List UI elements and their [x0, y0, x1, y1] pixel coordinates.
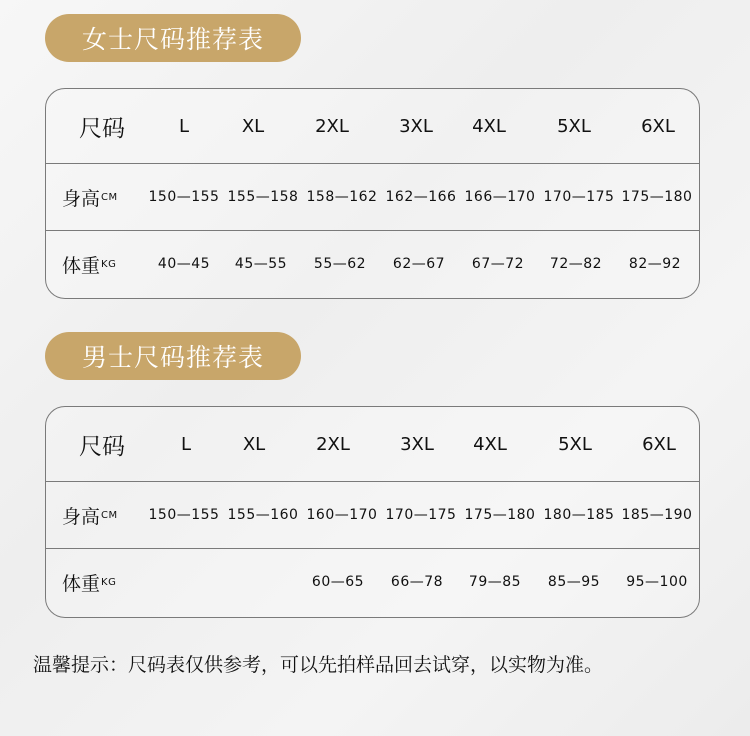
height-cell: 170—175 [385, 507, 457, 523]
height-cell: 170—175 [543, 189, 615, 205]
size-cell: 5XL [558, 433, 592, 455]
women-height-row [46, 163, 699, 230]
men-weight-row [46, 548, 699, 615]
women-weight-row [46, 230, 699, 297]
height-cell: 162—166 [385, 189, 457, 205]
height-cell: 155—158 [227, 189, 299, 205]
height-cell: 160—170 [306, 507, 378, 523]
size-cell: 2XL [315, 115, 349, 137]
height-label-text: 身高 [62, 187, 101, 210]
height-cell: 175—180 [621, 189, 693, 205]
size-cell: 6XL [642, 433, 676, 455]
men-chart-title: 男士尺码推荐表 [45, 332, 301, 380]
size-cell: 3XL [400, 433, 434, 455]
height-cell: 185—190 [621, 507, 693, 523]
weight-cell: 55—62 [313, 256, 367, 272]
weight-cell: 79—85 [468, 574, 522, 590]
size-cell: XL [241, 115, 265, 137]
height-cell: 175—180 [464, 507, 536, 523]
size-header-label: 尺码 [79, 115, 125, 142]
weight-cell: 45—55 [234, 256, 288, 272]
size-header-label: 尺码 [79, 433, 125, 460]
weight-cell: 95—100 [626, 574, 688, 590]
men-height-row [46, 481, 699, 548]
weight-cell: 85—95 [547, 574, 601, 590]
height-cell: 180—185 [543, 507, 615, 523]
height-unit: CM [101, 191, 118, 203]
reminder-note: 温馨提示：尺码表仅供参考，可以先拍样品回去试穿，以实物为准。 [33, 654, 604, 676]
weight-cell: 62—67 [392, 256, 446, 272]
weight-cell: 60—65 [311, 574, 365, 590]
weight-label [62, 231, 116, 297]
size-cell: L [180, 433, 192, 455]
size-cell: 2XL [316, 433, 350, 455]
size-cell: 5XL [557, 115, 591, 137]
men-size-table [45, 406, 700, 618]
weight-cell: 67—72 [471, 256, 525, 272]
women-chart-title: 女士尺码推荐表 [45, 14, 301, 62]
weight-cell: 66—78 [390, 574, 444, 590]
weight-unit: KG [101, 258, 117, 270]
women-size-table [45, 88, 700, 299]
height-cell: 150—155 [148, 507, 220, 523]
size-cell: 4XL [473, 433, 507, 455]
size-cell: L [178, 115, 190, 137]
height-cell: 158—162 [306, 189, 378, 205]
men-size-row [46, 407, 699, 481]
size-cell: 3XL [399, 115, 433, 137]
height-cell: 166—170 [464, 189, 536, 205]
weight-cell: 82—92 [628, 256, 682, 272]
height-label [62, 482, 118, 548]
height-cell: 150—155 [148, 189, 220, 205]
height-unit: CM [101, 509, 118, 521]
size-cell: XL [242, 433, 266, 455]
weight-label [62, 549, 116, 615]
height-label [62, 164, 118, 230]
women-size-row [46, 89, 699, 163]
size-cell: 4XL [472, 115, 506, 137]
height-cell: 155—160 [227, 507, 299, 523]
weight-label-text: 体重 [62, 254, 101, 277]
height-label-text: 身高 [62, 505, 101, 528]
weight-cell: 40—45 [157, 256, 211, 272]
weight-cell: 72—82 [549, 256, 603, 272]
weight-unit: KG [101, 576, 117, 588]
weight-label-text: 体重 [62, 572, 101, 595]
size-cell: 6XL [641, 115, 675, 137]
